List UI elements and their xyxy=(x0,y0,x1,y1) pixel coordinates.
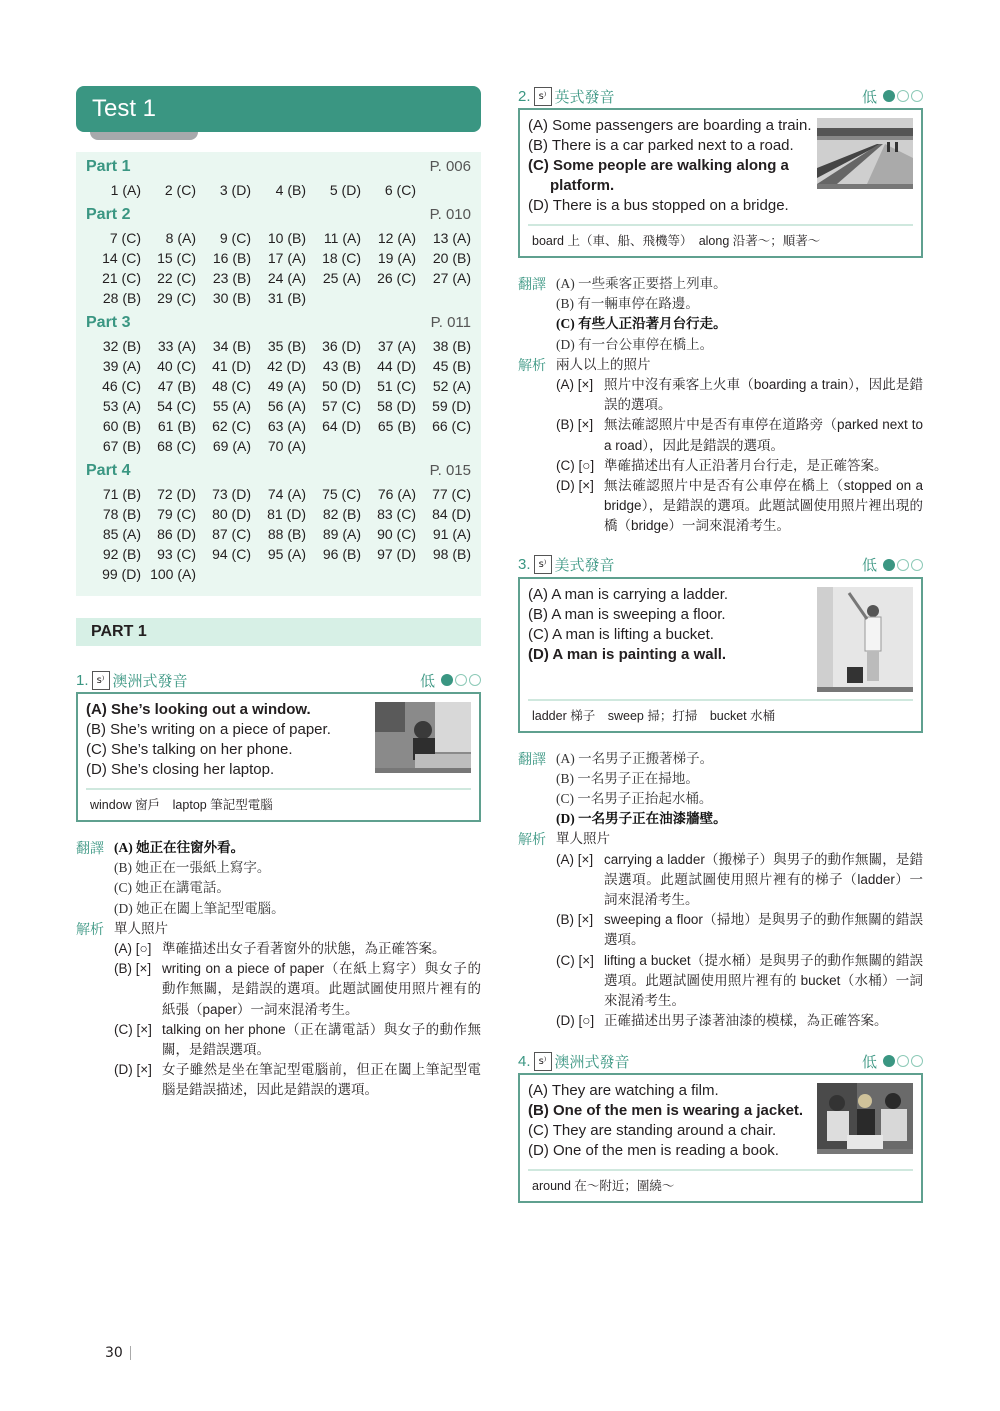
difficulty-dot-empty-icon xyxy=(897,90,909,102)
answer-part-3 xyxy=(86,314,471,456)
answer-item: 6 (C) xyxy=(384,182,416,198)
answer-item: 100 (A) xyxy=(150,566,196,582)
answer-item: 88 (B) xyxy=(267,526,306,542)
difficulty-dot-empty-icon xyxy=(911,1055,923,1067)
translation-text: (A) 一些乘客正要搭上列車。 xyxy=(556,276,727,291)
analysis-text: lifting a bucket（提水桶）是與男子的動作無關的錯誤選項。此題試圖使用照片裡有的 bucket（水桶）一詞來混淆考生。 xyxy=(604,952,923,1009)
analysis-key: (C) [×] xyxy=(114,1021,152,1037)
answer-item: 86 (D) xyxy=(157,526,196,542)
section-title: PART 1 xyxy=(76,618,481,646)
answer-item: 45 (B) xyxy=(432,358,471,374)
option: (B) A man is sweeping a floor. xyxy=(528,605,726,623)
answer-item: 9 (C) xyxy=(219,230,251,246)
part-title: Part 4 xyxy=(86,462,131,479)
translation-label: 翻譯 xyxy=(518,750,546,767)
translation-line xyxy=(518,335,923,355)
speaker-head-icon[interactable]: ꜱ⁾ xyxy=(534,87,552,106)
question-box xyxy=(76,692,481,822)
difficulty-dot-empty-icon xyxy=(469,674,481,686)
analysis-type: 單人照片 xyxy=(556,831,610,847)
analysis-item xyxy=(518,456,923,476)
analysis-text: 女子雖然是坐在筆記型電腦前，但正在闔上筆記型電腦是錯誤描述，因此是錯誤的選項。 xyxy=(162,1062,481,1098)
accent-label: 英式發音 xyxy=(554,88,615,106)
answer-item: 84 (D) xyxy=(432,506,471,522)
answer-item: 49 (A) xyxy=(267,378,306,394)
question-header xyxy=(518,1049,923,1073)
translation-line xyxy=(76,858,481,878)
answer-item: 83 (C) xyxy=(377,506,416,522)
test-header xyxy=(76,86,481,140)
question-number: 4. xyxy=(518,1052,531,1070)
answer-item: 16 (B) xyxy=(212,250,251,266)
left-column xyxy=(76,86,481,1101)
difficulty-rating xyxy=(862,86,923,107)
correct-option: (C) Some people are walking along a platform. xyxy=(528,157,789,194)
answer-item: 21 (C) xyxy=(102,270,141,286)
answer-item: 42 (D) xyxy=(267,358,306,374)
analysis-text: sweeping a floor（掃地）是與男子的動作無關的錯誤選項。 xyxy=(604,912,923,948)
answer-item: 63 (A) xyxy=(267,418,306,434)
difficulty-dot-empty-icon xyxy=(911,90,923,102)
correct-option: (D) A man is painting a wall. xyxy=(528,645,727,663)
answer-item: 53 (A) xyxy=(102,398,141,414)
answer-item: 96 (B) xyxy=(322,546,361,562)
answer-item: 17 (A) xyxy=(267,250,306,266)
translation-text: (B) 一名男子正在掃地。 xyxy=(556,770,699,786)
answer-grid xyxy=(86,228,471,308)
difficulty-dot-empty-icon xyxy=(897,1055,909,1067)
question-label xyxy=(518,1051,630,1072)
answer-item: 73 (D) xyxy=(212,486,251,502)
answer-item: 99 (D) xyxy=(102,566,141,582)
answer-options xyxy=(528,585,813,665)
answer-item: 50 (D) xyxy=(322,378,361,394)
answer-item: 76 (A) xyxy=(377,486,416,502)
answer-item: 80 (D) xyxy=(212,506,251,522)
vocabulary-note: window 窗戶 laptop 筆記型電腦 xyxy=(86,788,471,820)
part-header xyxy=(86,462,471,484)
question-4 xyxy=(518,1049,923,1203)
question-label xyxy=(76,670,188,691)
answer-item: 36 (D) xyxy=(322,338,361,354)
analysis-item xyxy=(518,1011,923,1031)
analysis-header xyxy=(518,829,923,849)
answer-options xyxy=(86,700,371,780)
question-label xyxy=(518,554,615,575)
translation-text: (D) 有一台公車停在橋上。 xyxy=(556,336,714,352)
question-number: 1. xyxy=(76,671,89,689)
difficulty-rating xyxy=(862,554,923,575)
analysis-key: (C) [×] xyxy=(556,952,594,968)
translation-line xyxy=(518,769,923,789)
man-painting-wall-photo xyxy=(817,587,913,692)
answer-item: 2 (C) xyxy=(164,182,196,198)
answer-item: 3 (D) xyxy=(219,182,251,198)
question-box xyxy=(518,1073,923,1203)
part-header xyxy=(86,206,471,228)
accent-label: 美式發音 xyxy=(554,557,615,575)
answer-item: 65 (B) xyxy=(377,418,416,434)
answer-item: 27 (A) xyxy=(432,270,471,286)
translation-text: (C) 一名男子正抬起水桶。 xyxy=(556,791,713,807)
analysis-item xyxy=(76,1020,481,1060)
analysis-text: 準確描述出有人正沿著月台行走，是正確答案。 xyxy=(604,457,888,473)
translation-line xyxy=(518,314,923,334)
answer-item: 56 (A) xyxy=(267,398,306,414)
analysis-type: 兩人以上的照片 xyxy=(556,356,651,372)
answer-item: 15 (C) xyxy=(157,250,196,266)
answer-item: 59 (D) xyxy=(432,398,471,414)
explanation xyxy=(76,838,481,1101)
answer-item: 57 (C) xyxy=(322,398,361,414)
difficulty-label: 低 xyxy=(861,557,877,575)
part-title: Part 3 xyxy=(86,314,131,331)
question-header xyxy=(518,84,923,108)
analysis-key: (A) [○] xyxy=(114,941,152,957)
analysis-text: carrying a ladder（搬梯子）與男子的動作無關，是錯誤選項。此題試圖使用照片裡有的梯子（ladder）一詞來混淆考生。 xyxy=(604,851,923,908)
answer-part-1 xyxy=(86,158,471,200)
answer-item: 30 (B) xyxy=(212,290,251,306)
answer-item: 61 (B) xyxy=(157,418,196,434)
part-header xyxy=(86,314,471,336)
answer-item: 72 (D) xyxy=(157,486,196,502)
difficulty-label: 低 xyxy=(861,88,877,106)
answer-item: 70 (A) xyxy=(267,438,306,454)
answer-item: 75 (C) xyxy=(322,486,361,502)
answer-item: 39 (A) xyxy=(102,358,141,374)
answer-item: 34 (B) xyxy=(212,338,251,354)
analysis-item xyxy=(518,375,923,415)
answer-item: 98 (B) xyxy=(432,546,471,562)
answer-grid xyxy=(86,180,471,200)
translation-line xyxy=(76,838,481,858)
speaker-head-icon[interactable]: ꜱ⁾ xyxy=(534,555,552,574)
right-column xyxy=(518,84,923,1203)
answer-item: 11 (A) xyxy=(323,230,361,246)
option: (D) There is a bus stopped on a bridge. xyxy=(528,197,789,214)
translation-text: (D) 一名男子正在油漆牆壁。 xyxy=(556,811,727,827)
answer-item: 10 (B) xyxy=(267,230,306,246)
question-1 xyxy=(76,668,481,1101)
answer-item: 4 (B) xyxy=(275,182,306,198)
explanation xyxy=(518,274,923,537)
analysis-item xyxy=(518,910,923,950)
answer-item: 60 (B) xyxy=(102,418,141,434)
translation-text: (C) 有些人正沿著月台行走。 xyxy=(556,316,727,332)
answer-item: 12 (A) xyxy=(377,230,416,246)
answer-options xyxy=(528,1081,813,1161)
analysis-text: 無法確認照片中是否有車停在道路旁（parked next to a road），因此是錯誤的選項。 xyxy=(604,417,923,453)
option: (D) One of the men is reading a book. xyxy=(528,1142,779,1160)
answer-item: 90 (C) xyxy=(377,526,416,542)
difficulty-dot-filled-icon xyxy=(883,559,895,571)
question-2 xyxy=(518,84,923,537)
question-number: 3. xyxy=(518,556,531,574)
analysis-key: (B) [×] xyxy=(556,912,594,928)
translation-text: (B) 她正在一張紙上寫字。 xyxy=(114,860,271,876)
analysis-key: (A) [×] xyxy=(556,851,594,867)
answer-item: 77 (C) xyxy=(432,486,471,502)
answer-item: 7 (C) xyxy=(109,230,141,246)
translation-line xyxy=(518,809,923,829)
answer-item: 26 (C) xyxy=(377,270,416,286)
answer-item: 79 (C) xyxy=(157,506,196,522)
difficulty-label: 低 xyxy=(861,1053,877,1071)
answer-item: 89 (A) xyxy=(322,526,361,542)
answer-item: 94 (C) xyxy=(212,546,251,562)
difficulty-dot-empty-icon xyxy=(455,674,467,686)
part-title: Part 2 xyxy=(86,206,131,223)
answer-item: 29 (C) xyxy=(157,290,196,306)
answer-item: 81 (D) xyxy=(267,506,306,522)
question-3 xyxy=(518,553,923,1032)
answer-item: 31 (B) xyxy=(267,290,306,306)
analysis-key: (B) [×] xyxy=(556,417,594,433)
answer-item: 37 (A) xyxy=(377,338,416,354)
answer-part-4 xyxy=(86,462,471,584)
answer-item: 95 (A) xyxy=(267,546,306,562)
answer-item: 47 (B) xyxy=(157,378,196,394)
question-header xyxy=(518,553,923,577)
answer-item: 74 (A) xyxy=(267,486,306,502)
answer-item: 97 (D) xyxy=(377,546,416,562)
answer-item: 44 (D) xyxy=(377,358,416,374)
answer-grid xyxy=(86,336,471,456)
part-title: Part 1 xyxy=(86,158,131,175)
part-header xyxy=(86,158,471,180)
part-page-ref: P. 006 xyxy=(429,158,471,175)
part-page-ref: P. 015 xyxy=(429,462,471,479)
difficulty-dot-empty-icon xyxy=(911,559,923,571)
answer-item: 85 (A) xyxy=(102,526,141,542)
answer-item: 67 (B) xyxy=(102,438,141,454)
page-number-divider xyxy=(130,1346,131,1360)
analysis-key: (D) [×] xyxy=(114,1062,152,1078)
question-box xyxy=(518,108,923,258)
answer-item: 52 (A) xyxy=(432,378,471,394)
answer-key-panel xyxy=(76,152,481,596)
option: (B) She’s writing on a piece of paper. xyxy=(86,721,331,738)
analysis-item xyxy=(518,476,923,537)
answer-item: 66 (C) xyxy=(432,418,471,434)
answer-item: 8 (A) xyxy=(165,230,196,246)
analysis-label: 解析 xyxy=(518,356,546,373)
part-page-ref: P. 010 xyxy=(429,206,471,223)
translation-line xyxy=(518,749,923,769)
question-box xyxy=(518,577,923,733)
analysis-header xyxy=(518,355,923,375)
page-number: 30 xyxy=(105,1345,123,1361)
question-label xyxy=(518,86,615,107)
answer-item: 55 (A) xyxy=(212,398,251,414)
analysis-item xyxy=(76,959,481,1020)
question-header xyxy=(76,668,481,692)
analysis-text: 無法確認照片中是否有公車停在橋上（stopped on a bridge），是錯誤的選項。此題試圖使用照片裡出現的橋（bridge）一詞來混淆考生。 xyxy=(604,478,923,534)
difficulty-dot-empty-icon xyxy=(897,559,909,571)
accent-label: 澳洲式發音 xyxy=(112,672,188,690)
analysis-type: 單人照片 xyxy=(114,920,168,936)
difficulty-rating xyxy=(862,1051,923,1072)
answer-item: 23 (B) xyxy=(212,270,251,286)
answer-item: 92 (B) xyxy=(102,546,141,562)
question-number: 2. xyxy=(518,87,531,105)
option: (D) She’s closing her laptop. xyxy=(86,761,275,778)
analysis-item xyxy=(76,939,481,959)
part-page-ref: P. 011 xyxy=(430,314,471,331)
difficulty-rating xyxy=(420,670,481,691)
speaker-head-icon[interactable]: ꜱ⁾ xyxy=(92,671,110,690)
answer-item: 82 (B) xyxy=(322,506,361,522)
option: (C) She’s talking on her phone. xyxy=(86,741,293,758)
answer-item: 25 (A) xyxy=(322,270,361,286)
analysis-text: 照片中沒有乘客上火車（boarding a train），因此是錯誤的選項。 xyxy=(604,377,923,413)
translation-text: (B) 有一輛車停在路邊。 xyxy=(556,296,699,312)
difficulty-dot-filled-icon xyxy=(883,90,895,102)
difficulty-dot-filled-icon xyxy=(883,1055,895,1067)
translation-line xyxy=(76,878,481,898)
explanation xyxy=(518,749,923,1032)
correct-option: (B) One of the men is wearing a jacket. xyxy=(528,1102,804,1120)
speaker-head-icon[interactable]: ꜱ⁾ xyxy=(534,1052,552,1071)
difficulty-label: 低 xyxy=(419,672,435,690)
answer-item: 51 (C) xyxy=(377,378,416,394)
analysis-header xyxy=(76,919,481,939)
answer-item: 38 (B) xyxy=(432,338,471,354)
analysis-item xyxy=(518,850,923,911)
option: (A) A man is carrying a ladder. xyxy=(528,585,729,603)
answer-item: 13 (A) xyxy=(432,230,471,246)
answer-item: 78 (B) xyxy=(102,506,141,522)
translation-line xyxy=(518,274,923,294)
vocabulary-note: ladder 梯子 sweep 掃；打掃 bucket 水桶 xyxy=(528,699,913,731)
translation-line xyxy=(76,899,481,919)
analysis-item xyxy=(518,951,923,1012)
option: (C) They are standing around a chair. xyxy=(528,1122,777,1140)
answer-item: 32 (B) xyxy=(102,338,141,354)
correct-option: (A) She’s looking out a window. xyxy=(86,701,311,718)
analysis-label: 解析 xyxy=(76,920,104,937)
analysis-text: 正確描述出男子漆著油漆的模樣，為正確答案。 xyxy=(604,1013,888,1029)
vocabulary-note: board 上（車、船、飛機等） along 沿著～；順著～ xyxy=(528,224,913,256)
answer-item: 40 (C) xyxy=(157,358,196,374)
answer-item: 33 (A) xyxy=(157,338,196,354)
answer-item: 68 (C) xyxy=(157,438,196,454)
answer-item: 64 (D) xyxy=(322,418,361,434)
translation-line xyxy=(518,294,923,314)
analysis-label: 解析 xyxy=(518,831,546,848)
answer-item: 28 (B) xyxy=(102,290,141,306)
option: (A) They are watching a film. xyxy=(528,1082,719,1100)
woman-looking-out-window-photo xyxy=(375,702,471,773)
answer-item: 20 (B) xyxy=(432,250,471,266)
analysis-key: (A) [×] xyxy=(556,377,594,393)
analysis-key: (D) [○] xyxy=(556,1013,595,1029)
answer-item: 43 (B) xyxy=(322,358,361,374)
translation-label: 翻譯 xyxy=(518,276,546,292)
translation-text: (D) 她正在闔上筆記型電腦。 xyxy=(114,900,285,916)
answer-item: 1 (A) xyxy=(110,182,141,198)
answer-item: 35 (B) xyxy=(267,338,306,354)
option: (C) A man is lifting a bucket. xyxy=(528,625,714,643)
analysis-text: writing on a piece of paper（在紙上寫字）與女子的動作無關，是錯誤的選項。此題試圖使用照片裡有的紙張（paper）一詞來混淆考生。 xyxy=(162,961,481,1017)
answer-item: 5 (D) xyxy=(329,182,361,198)
analysis-item xyxy=(518,415,923,455)
answer-item: 69 (A) xyxy=(212,438,251,454)
train-platform-photo xyxy=(817,118,913,189)
translation-label: 翻譯 xyxy=(76,840,104,856)
answer-item: 41 (D) xyxy=(212,358,251,374)
answer-item: 62 (C) xyxy=(212,418,251,434)
analysis-key: (B) [×] xyxy=(114,961,152,977)
answer-item: 18 (C) xyxy=(322,250,361,266)
answer-item: 91 (A) xyxy=(432,526,471,542)
translation-text: (A) 她正在往窗外看。 xyxy=(114,840,245,855)
analysis-key: (D) [×] xyxy=(556,478,594,494)
test-title: Test 1 xyxy=(76,86,481,132)
vocabulary-note: around 在～附近；圍繞～ xyxy=(528,1169,913,1201)
option: (A) Some passengers are boarding a train. xyxy=(528,117,812,134)
option: (B) There is a car parked next to a road. xyxy=(528,137,794,154)
answer-grid xyxy=(86,484,471,584)
answer-item: 71 (B) xyxy=(102,486,141,502)
difficulty-dot-filled-icon xyxy=(441,674,453,686)
answer-item: 87 (C) xyxy=(212,526,251,542)
answer-item: 22 (C) xyxy=(157,270,196,286)
translation-line xyxy=(518,789,923,809)
answer-item: 19 (A) xyxy=(377,250,416,266)
answer-item: 58 (D) xyxy=(377,398,416,414)
answer-item: 46 (C) xyxy=(102,378,141,394)
analysis-key: (C) [○] xyxy=(556,457,595,473)
answer-options xyxy=(528,116,813,216)
translation-text: (A) 一名男子正搬著梯子。 xyxy=(556,750,714,766)
answer-item: 93 (C) xyxy=(157,546,196,562)
translation-text: (C) 她正在講電話。 xyxy=(114,880,230,896)
answer-part-2 xyxy=(86,206,471,308)
analysis-item xyxy=(76,1060,481,1100)
answer-item: 48 (C) xyxy=(212,378,251,394)
accent-label: 澳洲式發音 xyxy=(554,1053,630,1071)
answer-item: 54 (C) xyxy=(157,398,196,414)
three-people-talking-photo xyxy=(817,1083,913,1154)
analysis-text: talking on her phone（正在講電話）與女子的動作無關，是錯誤選項。 xyxy=(162,1021,481,1058)
answer-item: 14 (C) xyxy=(102,250,141,266)
answer-item: 24 (A) xyxy=(267,270,306,286)
analysis-text: 準確描述出女子看著窗外的狀態，為正確答案。 xyxy=(162,941,446,957)
